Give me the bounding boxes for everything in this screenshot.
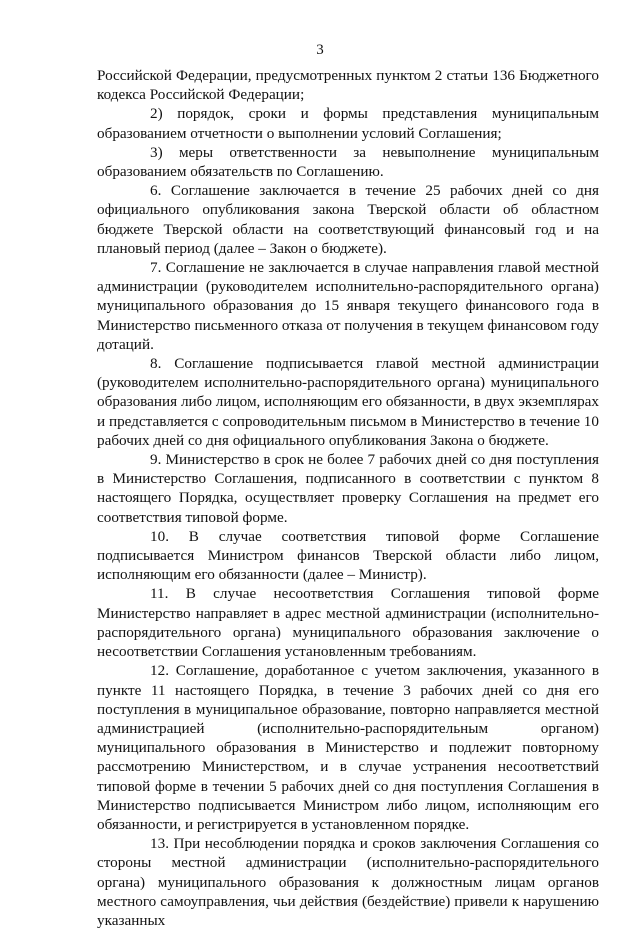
paragraph-6: 6. Соглашение заключается в течение 25 рабочих дней со дня официального опубликования закона Тверской области об областном бюджете Тверской области на соответствующий финансовый год и на плановый период (далее – Закон о бюджете).	[97, 182, 599, 257]
paragraph-13: 13. При несоблюдении порядка и сроков заключения Соглашения со стороны местной администрации (исполнительно-распорядительного органа) муниципального образования к должностным лицам органов местного самоуправления, чьи действия (бездействие) привели к нарушению указанных	[97, 835, 599, 929]
paragraph-11: 11. В случае несоответствия Соглашения типовой форме Министерство направляет в адрес местной администрации (исполнительно-распорядительного органа) муниципального образования заключение о несоответствии Соглашения установленным требованиям.	[97, 585, 599, 661]
paragraph-8: 8. Соглашение подписывается главой местной администрации (руководителем исполнительно-распорядительного органа) муниципального образования либо лицом, исполняющим его обязанности, в двух экземплярах и представляется с сопроводительным письмом в Министерство в течение 10 рабочих дней со дня официального опубликования Закона о бюджете.	[97, 355, 599, 449]
paragraph-10: 10. В случае соответствия типовой форме Соглашение подписывается Министром финансов Тверской области либо лицом, исполняющим его обязанности (далее – Министр).	[97, 527, 599, 584]
page-number: 3	[316, 42, 324, 58]
paragraph-12: 12. Соглашение, доработанное с учетом заключения, указанного в пункте 11 настоящего Порядка, в течение 3 рабочих дней со дня его поступления в муниципальное образование, повторно направляется местной администрацией (исполнительно-распорядительным органом) муниципального образования в Министерство и подлежит повторному рассмотрению Министерством, и в случае устранения несоответствий типовой форме в течении 5 рабочих дней со дня поступления Соглашения в Министерство подписывается Министром либо лицом, исполняющим его обязанности, и регистрируется в установленном порядке.	[97, 662, 599, 833]
paragraph-7: 7. Соглашение не заключается в случае направления главой местной администрации (руководителем исполнительно-распорядительного органа) муниципального образования до 15 января текущего финансового года в Министерство письменного отказа от получения в текущем финансовом году дотаций.	[97, 259, 599, 353]
paragraph-item-2: 2) порядок, сроки и формы представления муниципальным образованием отчетности о выполнении условий Соглашения;	[97, 105, 599, 142]
document-body	[97, 66, 599, 930]
paragraph-continuation: Российской Федерации, предусмотренных пунктом 2 статьи 136 Бюджетного кодекса Российской Федерации;	[97, 67, 599, 104]
paragraph-item-3: 3) меры ответственности за невыполнение муниципальным образованием обязательств по Соглашению.	[97, 143, 599, 181]
paragraph-9: 9. Министерство в срок не более 7 рабочих дней со дня поступления в Министерство Соглашения, подписанного в соответствии с пунктом 8 настоящего Порядка, осуществляет проверку Соглашения на предмет его соответствия типовой форме.	[97, 451, 599, 526]
